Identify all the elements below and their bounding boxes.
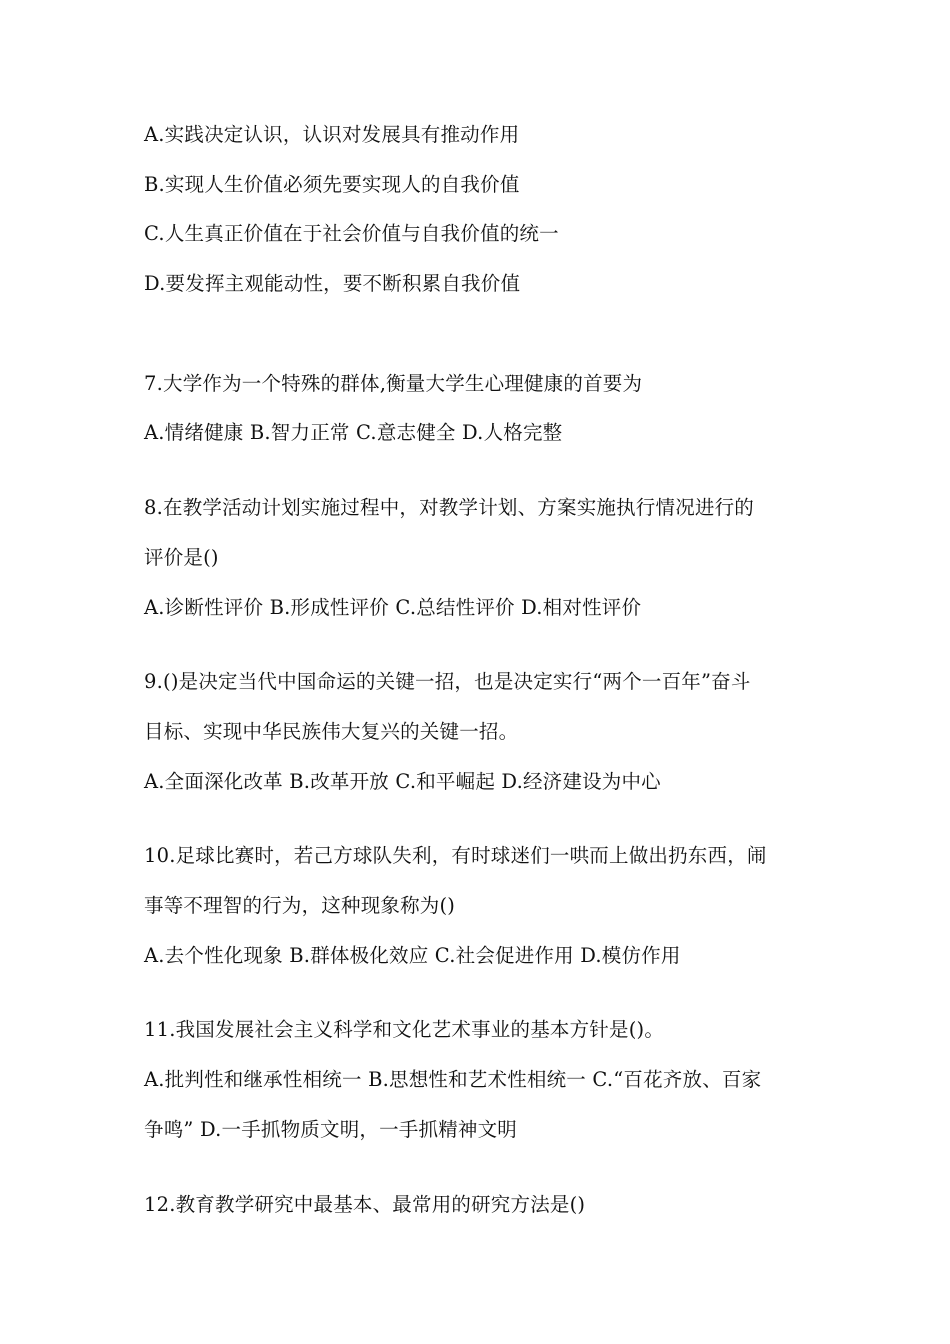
option-line: 争鸣” D.一手抓物质文明，一手抓精神文明 — [144, 1118, 518, 1141]
option-line: A.实践决定认识，认识对发展具有推动作用 — [144, 123, 520, 146]
option-line: A.全面深化改革 B.改革开放 C.和平崛起 D.经济建设为中心 — [144, 770, 661, 793]
option-line: D.要发挥主观能动性，要不断积累自我价值 — [144, 272, 521, 295]
question-line: 事等不理智的行为，这种现象称为() — [144, 894, 456, 917]
question-line: 10.足球比赛时，若己方球队失利，有时球迷们一哄而上做出扔东西，闹 — [144, 844, 767, 867]
question-line: 11.我国发展社会主义科学和文化艺术事业的基本方针是()。 — [144, 1018, 665, 1041]
question-line: 目标、实现中华民族伟大复兴的关键一招。 — [144, 720, 519, 743]
option-line: C.人生真正价值在于社会价值与自我价值的统一 — [144, 222, 559, 245]
option-line: A.情绪健康 B.智力正常 C.意志健全 D.人格完整 — [144, 421, 563, 444]
question-line: 12.教育教学研究中最基本、最常用的研究方法是() — [144, 1193, 586, 1216]
option-line: A.诊断性评价 B.形成性评价 C.总结性评价 D.相对性评价 — [144, 596, 642, 619]
option-line: A.去个性化现象 B.群体极化效应 C.社会促进作用 D.模仿作用 — [144, 944, 681, 967]
option-line: A.批判性和继承性相统一 B.思想性和艺术性相统一 C.“百花齐放、百家 — [144, 1068, 762, 1091]
question-line: 7.大学作为一个特殊的群体,衡量大学生心理健康的首要为 — [144, 372, 643, 395]
question-line: 8.在教学活动计划实施过程中，对教学计划、方案实施执行情况进行的 — [144, 496, 755, 519]
option-line: B.实现人生价值必须先要实现人的自我价值 — [144, 173, 520, 196]
question-line: 9.()是决定当代中国命运的关键一招，也是决定实行“两个一百年”奋斗 — [144, 670, 751, 693]
question-line: 评价是() — [144, 546, 219, 569]
